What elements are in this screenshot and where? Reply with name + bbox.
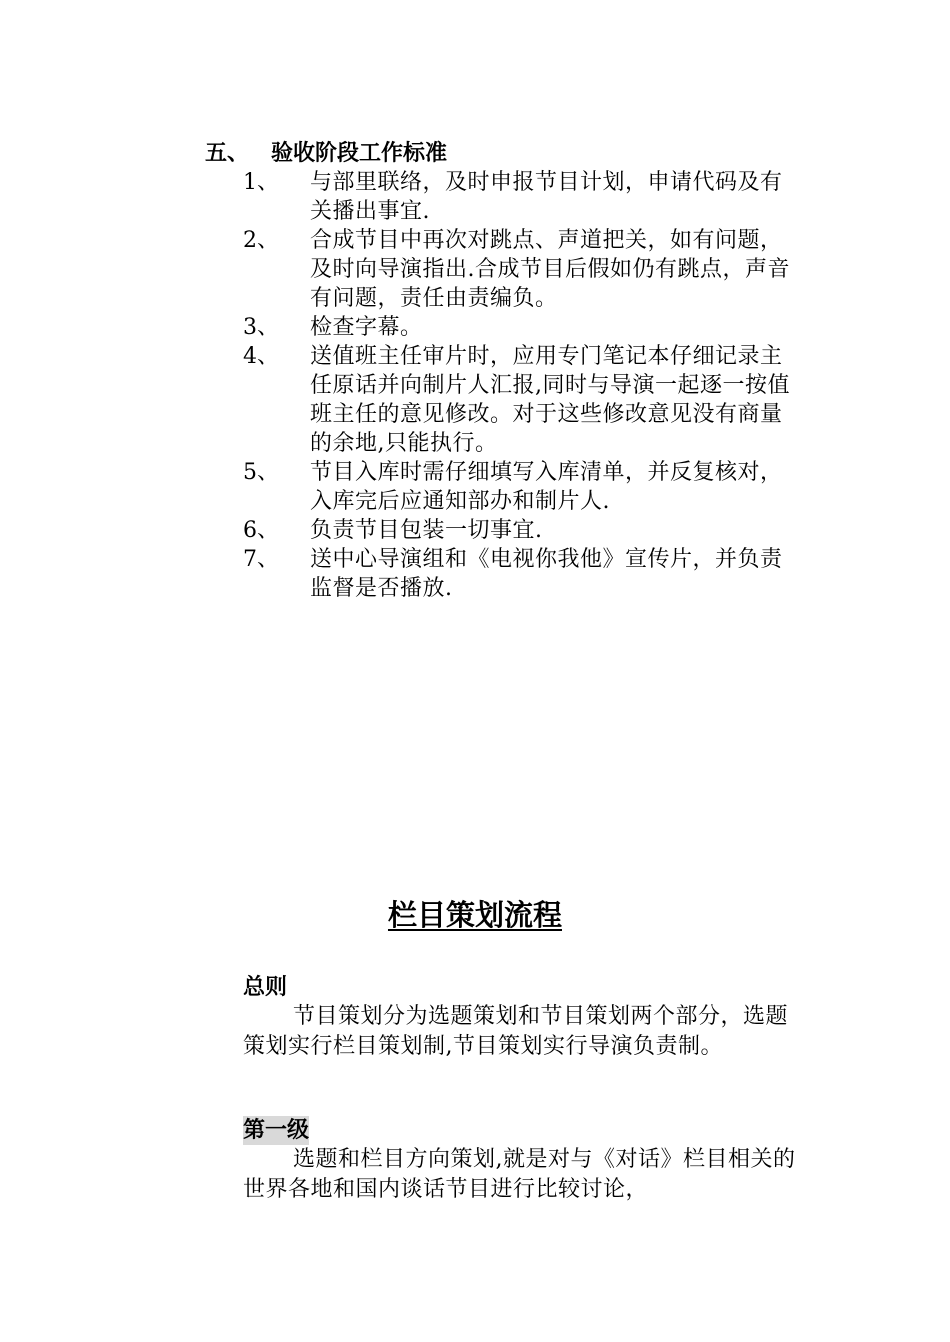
standards-list [243, 168, 803, 603]
list-item-text: 送值班主任审片时，应用专门笔记本仔细记录主任原话并向制片人汇报,同时与导演一起逐一按值班主任的意见修改。对于这些修改意见没有商量的余地,只能执行。 [310, 344, 790, 456]
list-item-number: 6、 [243, 518, 279, 543]
document-title-text: 栏目策划流程 [387, 898, 562, 932]
list-item-text: 合成节目中再次对跳点、声道把关，如有问题，及时向导演指出.合成节目后假如仍有跳点，声音有问题，责任由责编负。 [310, 228, 790, 311]
level1-section [243, 1116, 803, 1205]
list-item-number: 5、 [243, 460, 279, 485]
list-item [243, 168, 803, 226]
section-heading [205, 140, 447, 168]
list-item-number: 1、 [243, 170, 279, 195]
list-item [243, 226, 803, 313]
list-item-text: 节目入库时需仔细填写入库清单，并反复核对，入库完后应通知部办和制片人. [310, 460, 783, 514]
section-title: 验收阶段工作标准 [271, 141, 448, 166]
document-title [0, 895, 950, 935]
list-item-text: 检查字幕。 [310, 315, 423, 340]
general-paragraph: 节目策划分为选题策划和节目策划两个部分，选题策划实行栏目策划制,节目策划实行导演负责制。 [243, 1004, 789, 1059]
list-item-number: 3、 [243, 315, 279, 340]
list-item-text: 负责节目包装一切事宜. [310, 518, 543, 543]
level1-heading: 第一级 [243, 1118, 310, 1143]
list-item-number: 4、 [243, 344, 279, 369]
general-heading: 总则 [243, 975, 288, 1000]
list-item [243, 516, 803, 545]
list-item [243, 545, 803, 603]
list-item [243, 313, 803, 342]
list-item-text: 与部里联络，及时申报节目计划，申请代码及有关播出事宜. [310, 170, 783, 224]
list-item [243, 458, 803, 516]
list-item-number: 2、 [243, 228, 279, 253]
general-section [243, 973, 803, 1062]
list-item [243, 342, 803, 458]
list-item-text: 送中心导演组和《电视你我他》宣传片，并负责监督是否播放. [310, 547, 783, 601]
list-item-number: 7、 [243, 547, 279, 572]
section-number: 五、 [205, 141, 250, 166]
level1-paragraph: 选题和栏目方向策划,就是对与《对话》栏目相关的世界各地和国内谈话节目进行比较讨论， [243, 1147, 796, 1202]
